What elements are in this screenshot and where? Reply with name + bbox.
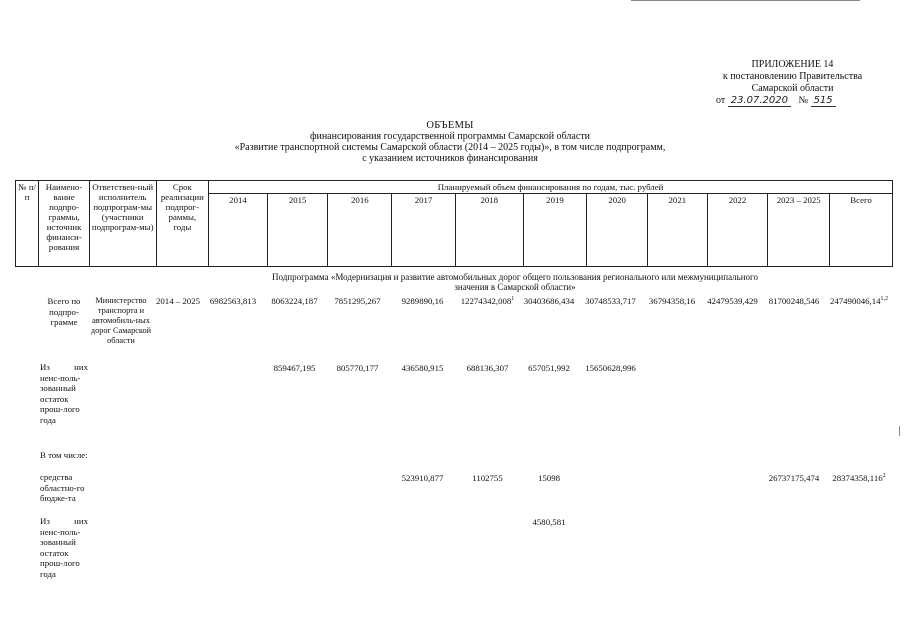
title-line-2: финансирования государственной программы Самарской области <box>309 131 590 142</box>
r1-2020: 30748533,717 <box>585 296 636 306</box>
scan-artifact-mark <box>899 426 900 436</box>
r2-2015: 859467,195 <box>273 363 316 373</box>
document-title <box>150 120 750 164</box>
r1-2017: 9289890,16 <box>401 296 444 306</box>
r1-2021: 36794358,16 <box>648 296 696 306</box>
scan-artifact-line <box>631 0 860 1</box>
r1-2015: 8063224,187 <box>271 296 318 306</box>
r2-2020: 15650628,996 <box>585 363 636 373</box>
r1-2014: 6982563,813 <box>209 296 257 306</box>
r3-total <box>825 473 893 483</box>
col-year: 2017 <box>392 194 456 267</box>
col-year: 2015 <box>267 194 328 267</box>
number-prefix: № <box>798 95 809 106</box>
r1-2023-2025: 81700248,546 <box>768 296 820 306</box>
row-regional-unused-name: Из них неис-поль-зованный остаток прош-лого года <box>40 516 88 579</box>
appendix-date-line <box>700 95 885 107</box>
r1-2016: 7851295,267 <box>334 296 381 306</box>
col-planned: Планируемый объем финансирования по годам, тыс. рублей <box>209 181 893 194</box>
col-total: Всего <box>830 194 893 267</box>
r3-total-note: 2 <box>882 473 886 480</box>
r1-total-value: 247490046,14 <box>829 296 881 306</box>
appendix-title: ПРИЛОЖЕНИЕ 14 <box>751 59 834 70</box>
financing-table-header <box>15 180 893 267</box>
appendix-region: Самарской области <box>751 83 834 94</box>
r3-2017: 523910,877 <box>401 473 444 483</box>
col-year: 2016 <box>328 194 392 267</box>
col-year: 2020 <box>587 194 648 267</box>
decree-number: 515 <box>811 95 836 107</box>
row-total-term: 2014 – 2025 <box>156 296 200 306</box>
row-regional-budget-name: средства областно-го бюдже-та <box>40 472 85 503</box>
col-year: 2021 <box>648 194 708 267</box>
col-year: 2014 <box>209 194 268 267</box>
date-prefix: от <box>716 95 726 106</box>
r1-2022: 42479539,429 <box>707 296 758 306</box>
col-year: 2023 – 2025 <box>768 194 830 267</box>
title-line-4: с указанием источников финансирования <box>362 153 538 164</box>
r1-total-note: 1,2 <box>880 296 889 303</box>
r4-2019: 4580,581 <box>532 517 566 527</box>
title-line-3: «Развитие транспортной системы Самарской области (2014 – 2025 годы)», в том числе подпрограмм, <box>234 142 666 153</box>
decree-date: 23.07.2020 <box>728 95 791 107</box>
r1-2018 <box>456 296 519 306</box>
col-executor: Ответствен-ный исполнитель подпрограм-мы (участники подпрограм-мы) <box>89 181 156 267</box>
r1-2018-note: 1 <box>511 296 515 303</box>
r2-2018: 688136,307 <box>466 363 509 373</box>
r2-2017: 436580,915 <box>401 363 444 373</box>
r1-2018-value: 12274342,008 <box>460 296 512 306</box>
r3-2023-2025: 26737175,474 <box>768 473 820 483</box>
col-term: Срок реализации подпрог-раммы, годы <box>156 181 209 267</box>
r1-2019: 30403686,434 <box>523 296 575 306</box>
row-regional-budget-label: В том числе: <box>40 450 88 460</box>
row-total-executor: Министерство транспорта и автомобиль-ных дорог Самарской области <box>90 296 152 345</box>
r2-2016: 805770,177 <box>336 363 379 373</box>
r1-total <box>825 296 893 306</box>
r2-2019: 657051,992 <box>528 363 570 373</box>
appendix-decree: к постановлению Правительства <box>722 71 863 82</box>
col-num: № п/п <box>16 181 39 267</box>
row-total-name: Всего по подпро-грамме <box>47 296 81 327</box>
row-unused-balance-name: Из них неис-поль-зованный остаток прош-лого года <box>40 362 88 425</box>
title-heading: ОБЪЕМЫ <box>426 120 474 131</box>
r3-2018: 1102755 <box>472 473 503 483</box>
col-year: 2019 <box>523 194 587 267</box>
appendix-block <box>700 59 885 107</box>
r3-2019: 15098 <box>538 473 560 483</box>
col-year: 2022 <box>707 194 768 267</box>
col-year: 2018 <box>455 194 523 267</box>
r3-total-value: 28374358,116 <box>832 473 883 483</box>
subprogram-title: Подпрограмма «Модернизация и развитие автомобильных дорог общего пользования регионального или межмуниципального значения в Самарской области» <box>271 272 759 292</box>
col-name: Наимено-вание подпро-граммы, источник финанси-рования <box>39 181 90 267</box>
